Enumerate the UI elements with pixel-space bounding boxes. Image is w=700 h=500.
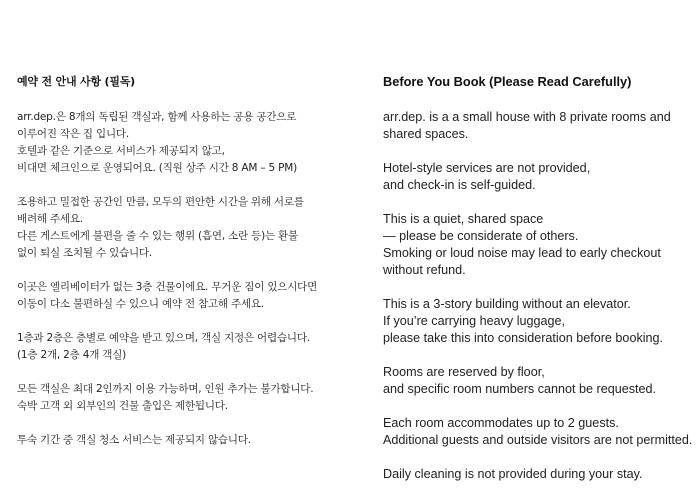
english-line: Each room accommodates up to 2 guests. <box>383 416 619 430</box>
korean-line: 모든 객실은 최대 2인까지 이용 가능하며, 인원 추가는 불가합니다. <box>17 383 314 395</box>
korean-line: (1층 2개, 2층 4개 객실) <box>17 349 127 361</box>
english-paragraph-elevator <box>383 296 695 347</box>
english-line: Hotel-style services are not provided, <box>383 161 591 175</box>
korean-line: 이동이 다소 불편하실 수 있으니 예약 전 참고해 주세요. <box>17 298 264 310</box>
korean-paragraph-cleaning <box>17 432 347 449</box>
korean-line: 호텔과 같은 기준으로 서비스가 제공되지 않고, <box>17 145 225 157</box>
korean-line: 투숙 기간 중 객실 청소 서비스는 제공되지 않습니다. <box>17 434 251 446</box>
korean-line: 다른 게스트에게 불편을 줄 수 있는 행위 (흡연, 소란 등)는 환불 <box>17 230 298 242</box>
korean-paragraph-quiet <box>17 194 347 262</box>
korean-line: 배려해 주세요. <box>17 213 83 225</box>
english-line: and check-in is self-guided. <box>383 178 536 192</box>
english-line: arr.dep. is a a small house with 8 private rooms and <box>383 110 671 124</box>
english-notice-column <box>383 73 695 500</box>
korean-line: 조용하고 밀접한 공간인 만큼, 모두의 편안한 시간을 위해 서로를 <box>17 196 304 208</box>
korean-line: 1층과 2층은 층별로 예약을 받고 있으며, 객실 지정은 어렵습니다. <box>17 332 310 344</box>
english-line: This is a quiet, shared space <box>383 212 544 226</box>
english-line: and specific room numbers cannot be requested. <box>383 382 657 396</box>
english-paragraph-quiet <box>383 211 695 279</box>
english-paragraph-guests <box>383 415 695 449</box>
korean-line: 숙박 고객 외 외부인의 건물 출입은 제한됩니다. <box>17 400 228 412</box>
korean-notice-column <box>17 73 347 466</box>
english-paragraph-floors <box>383 364 695 398</box>
korean-paragraph-floors <box>17 330 347 364</box>
english-line: Daily cleaning is not provided during your stay. <box>383 467 643 481</box>
english-paragraph-services <box>383 160 695 194</box>
korean-notice-title: 예약 전 안내 사항 (필독) <box>17 75 136 88</box>
english-paragraph-cleaning <box>383 466 695 483</box>
english-line: please take this into consideration before booking. <box>383 331 664 345</box>
korean-line: 이곳은 엘리베이터가 없는 3층 건물이에요. 무거운 짐이 있으시다면 <box>17 281 318 293</box>
english-line: shared spaces. <box>383 127 469 141</box>
korean-paragraph-guests <box>17 381 347 415</box>
korean-line: 비대면 체크인으로 운영되어요. (직원 상주 시간 8 AM – 5 PM) <box>17 162 298 174</box>
english-line: without refund. <box>383 263 466 277</box>
korean-paragraph-intro <box>17 109 347 177</box>
english-line: — please be considerate of others. <box>383 229 579 243</box>
english-line: Rooms are reserved by floor, <box>383 365 545 379</box>
korean-line: arr.dep.은 8개의 독립된 객실과, 함께 사용하는 공용 공간으로 <box>17 111 297 123</box>
english-line: Smoking or loud noise may lead to early checkout <box>383 246 661 260</box>
english-notice-title: Before You Book (Please Read Carefully) <box>383 74 632 89</box>
english-line: Additional guests and outside visitors are not permitted. <box>383 433 693 447</box>
english-line: If you’re carrying heavy luggage, <box>383 314 566 328</box>
korean-line: 없이 퇴실 조치될 수 있습니다. <box>17 247 153 259</box>
english-line: This is a 3-story building without an elevator. <box>383 297 631 311</box>
korean-line: 이루어진 작은 집 입니다. <box>17 128 129 140</box>
english-paragraph-intro <box>383 109 695 143</box>
korean-paragraph-elevator <box>17 279 347 313</box>
